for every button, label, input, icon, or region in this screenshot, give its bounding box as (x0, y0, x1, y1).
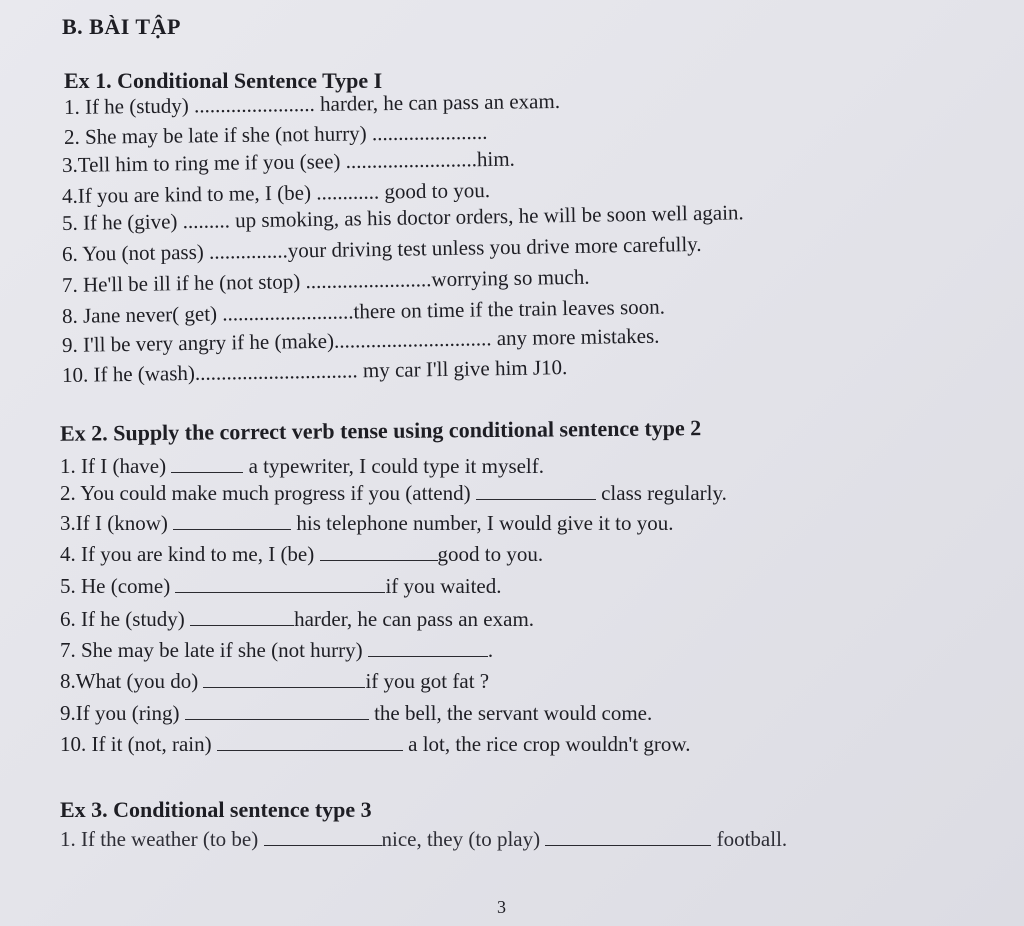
ex2-item-5-blank[interactable] (175, 574, 385, 593)
ex1-item-1-prefix: 1. If he (study) (63, 93, 189, 119)
ex2-title: Ex 2. Supply the correct verb tense using conditional sentence type 2 (59, 415, 702, 446)
ex2-item-8 (60, 669, 489, 693)
ex2-item-6-blank[interactable] (190, 607, 294, 626)
ex1-item-7 (62, 266, 590, 297)
ex1-item-4-suffix: good to you. (384, 178, 491, 204)
ex3-item-1 (60, 827, 787, 851)
ex2-item-1 (60, 454, 544, 478)
ex2-item-6 (60, 607, 534, 631)
ex2-item-3 (60, 511, 674, 535)
ex2-item-8-suffix: if you got fat ? (365, 669, 490, 693)
ex3-item-1-blank-2[interactable] (545, 827, 711, 846)
ex2-item-8-prefix: 8.What (you do) (60, 669, 199, 693)
ex3-item-1-middle: nice, they (to play) (381, 827, 541, 851)
ex1-item-3 (62, 148, 515, 177)
ex2-item-7 (60, 638, 493, 662)
ex2-item-3-blank[interactable] (173, 511, 291, 530)
ex1-item-10 (62, 356, 568, 387)
ex1-item-6-suffix: your driving test unless you drive more carefully. (287, 231, 702, 263)
ex2-item-3-prefix: 3.If I (know) (60, 511, 168, 535)
ex1-item-8-suffix: there on time if the train leaves soon. (353, 294, 666, 324)
ex1-item-6-blank[interactable]: ............... (208, 238, 288, 264)
ex2-item-1-prefix: 1. If I (have) (60, 454, 167, 478)
ex2-item-7-blank[interactable] (368, 638, 488, 657)
ex1-item-10-suffix: my car I'll give him J10. (362, 355, 568, 383)
section-heading: B. BÀI TẬP (62, 14, 181, 39)
ex2-item-4 (60, 542, 543, 566)
ex2-item-6-suffix: harder, he can pass an exam. (294, 607, 535, 631)
ex2-item-7-suffix: . (487, 638, 494, 662)
ex2-item-2-blank[interactable] (476, 481, 596, 500)
ex1-item-3-suffix: him. (476, 146, 516, 172)
ex2-item-1-blank[interactable] (171, 454, 243, 473)
ex2-item-5 (60, 574, 502, 598)
ex2-item-10 (60, 732, 690, 756)
ex2-item-9 (60, 701, 652, 725)
ex1-item-10-prefix: 10. If he (wash) (61, 360, 196, 387)
ex1-item-3-blank[interactable]: ......................... (345, 147, 478, 174)
ex1-item-1-suffix: harder, he can pass an exam. (319, 88, 561, 116)
ex1-item-8 (62, 296, 665, 329)
ex1-item-4 (62, 179, 490, 208)
ex1-item-9-blank[interactable]: .............................. (333, 326, 492, 353)
ex1-item-4-blank[interactable]: ............ (316, 179, 380, 205)
ex1-item-1-blank[interactable]: ....................... (193, 91, 315, 118)
ex2-item-2-prefix: 2. You could make much progress if you (attend) (60, 481, 471, 505)
ex1-item-1 (64, 90, 560, 119)
ex2-item-7-prefix: 7. She may be late if she (not hurry) (60, 638, 363, 662)
ex1-item-2 (64, 121, 488, 149)
ex2-item-10-suffix: a lot, the rice crop wouldn't grow. (408, 732, 691, 756)
ex2-item-10-prefix: 10. If it (not, rain) (60, 732, 212, 756)
ex1-item-2-blank[interactable]: ...................... (371, 119, 488, 146)
ex2-item-4-blank[interactable] (320, 542, 438, 561)
ex2-item-9-blank[interactable] (185, 701, 369, 720)
ex1-item-10-blank[interactable]: ............................... (194, 358, 358, 385)
ex2-item-4-suffix: good to you. (437, 542, 544, 566)
ex1-item-4-prefix: 4.If you are kind to me, I (be) (61, 180, 312, 208)
ex2-item-5-suffix: if you waited. (385, 574, 502, 598)
ex3-item-1-blank-1[interactable] (264, 827, 382, 846)
ex1-item-5-prefix: 5. If he (give) (61, 209, 178, 235)
ex2-item-2-suffix: class regularly. (601, 481, 727, 505)
ex1-item-8-prefix: 8. Jane never( get) (61, 301, 218, 328)
ex1-item-2-prefix: 2. She may be late if she (not hurry) (63, 121, 367, 149)
ex2-item-4-prefix: 4. If you are kind to me, I (be) (60, 542, 315, 566)
page-number: 3 (497, 897, 506, 917)
ex3-item-1-prefix: 1. If the weather (to be) (60, 827, 259, 851)
ex1-item-7-blank[interactable]: ........................ (305, 267, 432, 294)
ex2-item-2 (60, 481, 727, 505)
ex1-item-7-suffix: worrying so much. (431, 264, 590, 292)
ex1-item-6 (62, 233, 702, 266)
ex1-item-8-blank[interactable]: ......................... (222, 299, 354, 326)
ex2-item-10-blank[interactable] (217, 732, 403, 751)
ex1-item-7-prefix: 7. He'll be ill if he (not stop) (61, 269, 301, 297)
ex1-item-9-prefix: 9. I'll be very angry if he (make) (61, 328, 335, 357)
ex1-item-3-prefix: 3.Tell him to ring me if you (see) (61, 149, 341, 177)
ex1-item-5-blank[interactable]: ......... (182, 208, 231, 234)
ex1-item-9-suffix: any more mistakes. (496, 323, 660, 351)
ex3-item-1-suffix: football. (716, 827, 788, 851)
ex2-item-8-blank[interactable] (203, 669, 365, 688)
ex1-item-9 (62, 325, 660, 357)
ex2-item-6-prefix: 6. If he (study) (60, 607, 185, 631)
ex3-title: Ex 3. Conditional sentence type 3 (60, 797, 372, 822)
ex2-item-9-suffix: the bell, the servant would come. (374, 701, 653, 725)
ex2-item-5-prefix: 5. He (come) (60, 574, 171, 598)
ex1-title: Ex 1. Conditional Sentence Type I (64, 68, 383, 93)
ex2-item-9-prefix: 9.If you (ring) (60, 701, 180, 725)
ex2-item-3-suffix: his telephone number, I would give it to you. (296, 511, 674, 535)
ex1-item-5-suffix: up smoking, as his doctor orders, he will be soon well again. (234, 200, 744, 233)
ex2-item-1-suffix: a typewriter, I could type it myself. (248, 454, 545, 478)
ex1-item-6-prefix: 6. You (not pass) (61, 239, 204, 266)
